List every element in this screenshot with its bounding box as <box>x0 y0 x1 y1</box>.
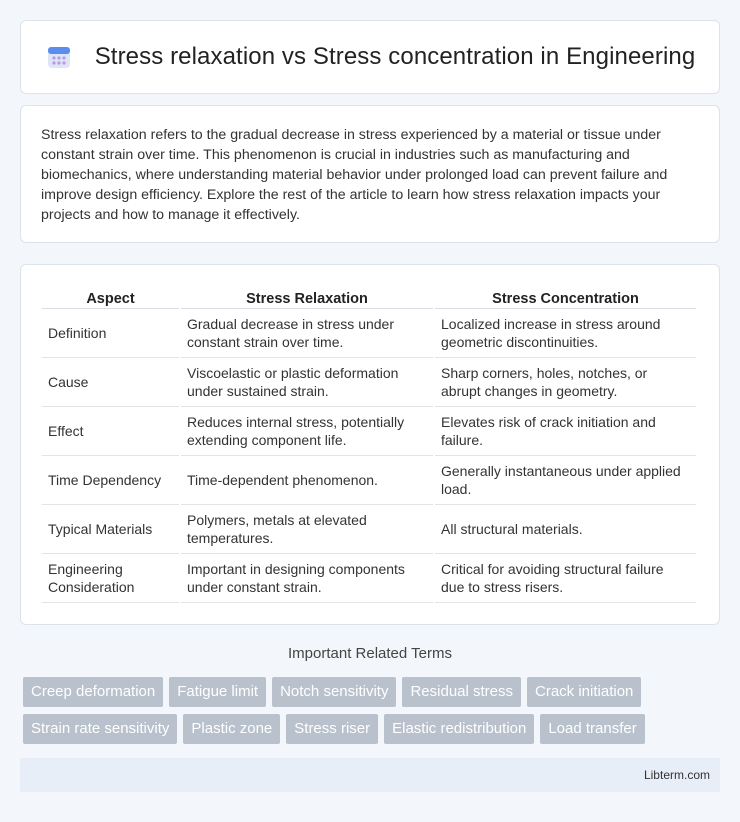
comparison-table <box>40 285 698 603</box>
intro-text: Stress relaxation refers to the gradual decrease in stress experienced by a material or tissue under constant strain over time. This phenomenon is crucial in industries such as manufacturing and biomechanics, where understanding material behavior under prolonged load can prevent failure and improve design efficiency. Explore the rest of the article to learn how stress relaxation impacts your projects and how to manage it effectively. <box>41 127 668 223</box>
comparison-card <box>20 264 720 625</box>
intro-card <box>20 105 720 243</box>
related-term-tag[interactable]: Crack initiation <box>527 677 641 707</box>
calendar-icon <box>45 43 73 71</box>
related-term-tag[interactable]: Elastic redistribution <box>384 714 534 744</box>
row-aspect: Effect <box>42 407 179 456</box>
row-concentration: Generally instantaneous under applied load. <box>435 456 696 505</box>
row-relaxation: Time-dependent phenomenon. <box>181 456 433 505</box>
footer <box>20 758 720 792</box>
related-term-tag[interactable]: Fatigue limit <box>169 677 266 707</box>
table-row <box>42 554 696 603</box>
table-header-row <box>42 285 696 309</box>
row-aspect: Engineering Consideration <box>42 554 179 603</box>
footer-brand-link[interactable]: Libterm.com <box>643 768 710 782</box>
row-relaxation: Viscoelastic or plastic deformation under sustained strain. <box>181 358 433 407</box>
row-aspect: Cause <box>42 358 179 407</box>
row-aspect: Typical Materials <box>42 505 179 554</box>
related-term-tag[interactable]: Residual stress <box>402 677 521 707</box>
related-term-tag[interactable]: Load transfer <box>540 714 644 744</box>
related-term-tag[interactable]: Creep deformation <box>23 677 163 707</box>
header-stress-relaxation: Stress Relaxation <box>181 285 433 309</box>
related-term-tag[interactable]: Strain rate sensitivity <box>23 714 177 744</box>
table-row <box>42 407 696 456</box>
related-terms-list <box>23 677 723 751</box>
header-aspect: Aspect <box>42 285 179 309</box>
row-relaxation: Polymers, metals at elevated temperatures. <box>181 505 433 554</box>
row-concentration: Sharp corners, holes, notches, or abrupt changes in geometry. <box>435 358 696 407</box>
row-concentration: Elevates risk of crack initiation and failure. <box>435 407 696 456</box>
row-concentration: All structural materials. <box>435 505 696 554</box>
table-row <box>42 505 696 554</box>
row-aspect: Time Dependency <box>42 456 179 505</box>
related-term-tag[interactable]: Plastic zone <box>183 714 280 744</box>
table-row <box>42 456 696 505</box>
page-title: Stress relaxation vs Stress concentration in Engineering <box>94 43 696 70</box>
table-row <box>42 309 696 358</box>
related-terms-title: Important Related Terms <box>288 645 452 662</box>
header-stress-concentration: Stress Concentration <box>435 285 696 309</box>
row-relaxation: Reduces internal stress, potentially extending component life. <box>181 407 433 456</box>
table-row <box>42 358 696 407</box>
related-term-tag[interactable]: Stress riser <box>286 714 378 744</box>
row-aspect: Definition <box>42 309 179 358</box>
row-relaxation: Gradual decrease in stress under constant strain over time. <box>181 309 433 358</box>
header-card <box>20 20 720 94</box>
related-term-tag[interactable]: Notch sensitivity <box>272 677 396 707</box>
row-concentration: Critical for avoiding structural failure due to stress risers. <box>435 554 696 603</box>
row-relaxation: Important in designing components under constant strain. <box>181 554 433 603</box>
row-concentration: Localized increase in stress around geometric discontinuities. <box>435 309 696 358</box>
